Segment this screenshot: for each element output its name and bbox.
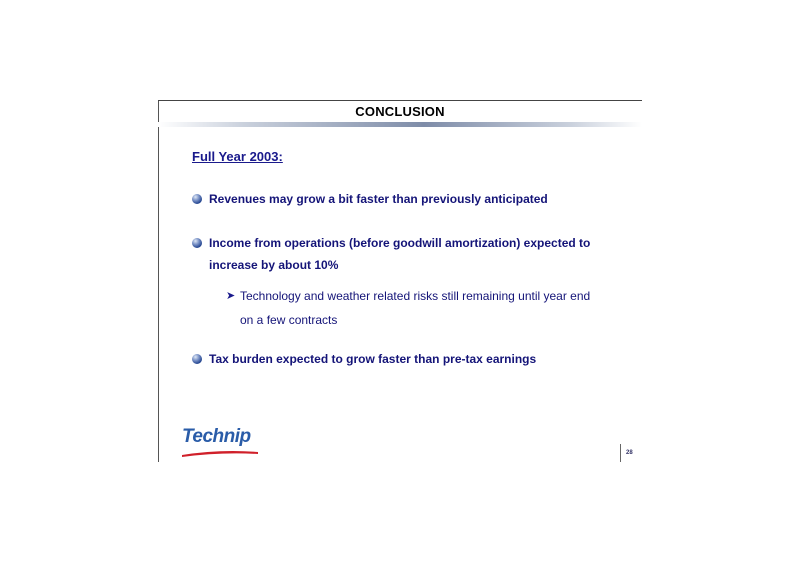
bullet-item-income: [192, 232, 599, 276]
bullet-text: Revenues may grow a bit faster than previously anticipated: [209, 192, 548, 206]
header-top-rule: [158, 100, 642, 101]
sphere-bullet-icon: [192, 238, 202, 248]
slide: [158, 100, 642, 464]
logo-swoosh-icon: [182, 448, 258, 458]
bullet-text: Income from operations (before goodwill amortization) expected to increase by about 10%: [209, 236, 591, 272]
arrowhead-bullet-icon: ➤: [226, 290, 236, 302]
left-border-rule: [158, 100, 159, 462]
logo-wordmark: Technip: [182, 426, 251, 447]
sub-bullet-item-risks: [226, 284, 600, 332]
sub-bullet-text: Technology and weather related risks still remaining until year end on a few contracts: [240, 289, 591, 327]
page-number-rule: [620, 444, 621, 462]
bullet-text: Tax burden expected to grow faster than pre-tax earnings: [209, 352, 537, 366]
slide-header: [158, 100, 642, 124]
bullet-item-tax: [192, 348, 599, 370]
page-number: 28: [626, 450, 633, 456]
sphere-bullet-icon: [192, 194, 202, 204]
header-gradient-rule: [158, 122, 642, 127]
bullet-item-revenues: [192, 188, 599, 210]
technip-logo: [182, 426, 258, 458]
sphere-bullet-icon: [192, 354, 202, 364]
slide-title: CONCLUSION: [355, 104, 445, 119]
section-heading: Full Year 2003:: [192, 149, 283, 164]
